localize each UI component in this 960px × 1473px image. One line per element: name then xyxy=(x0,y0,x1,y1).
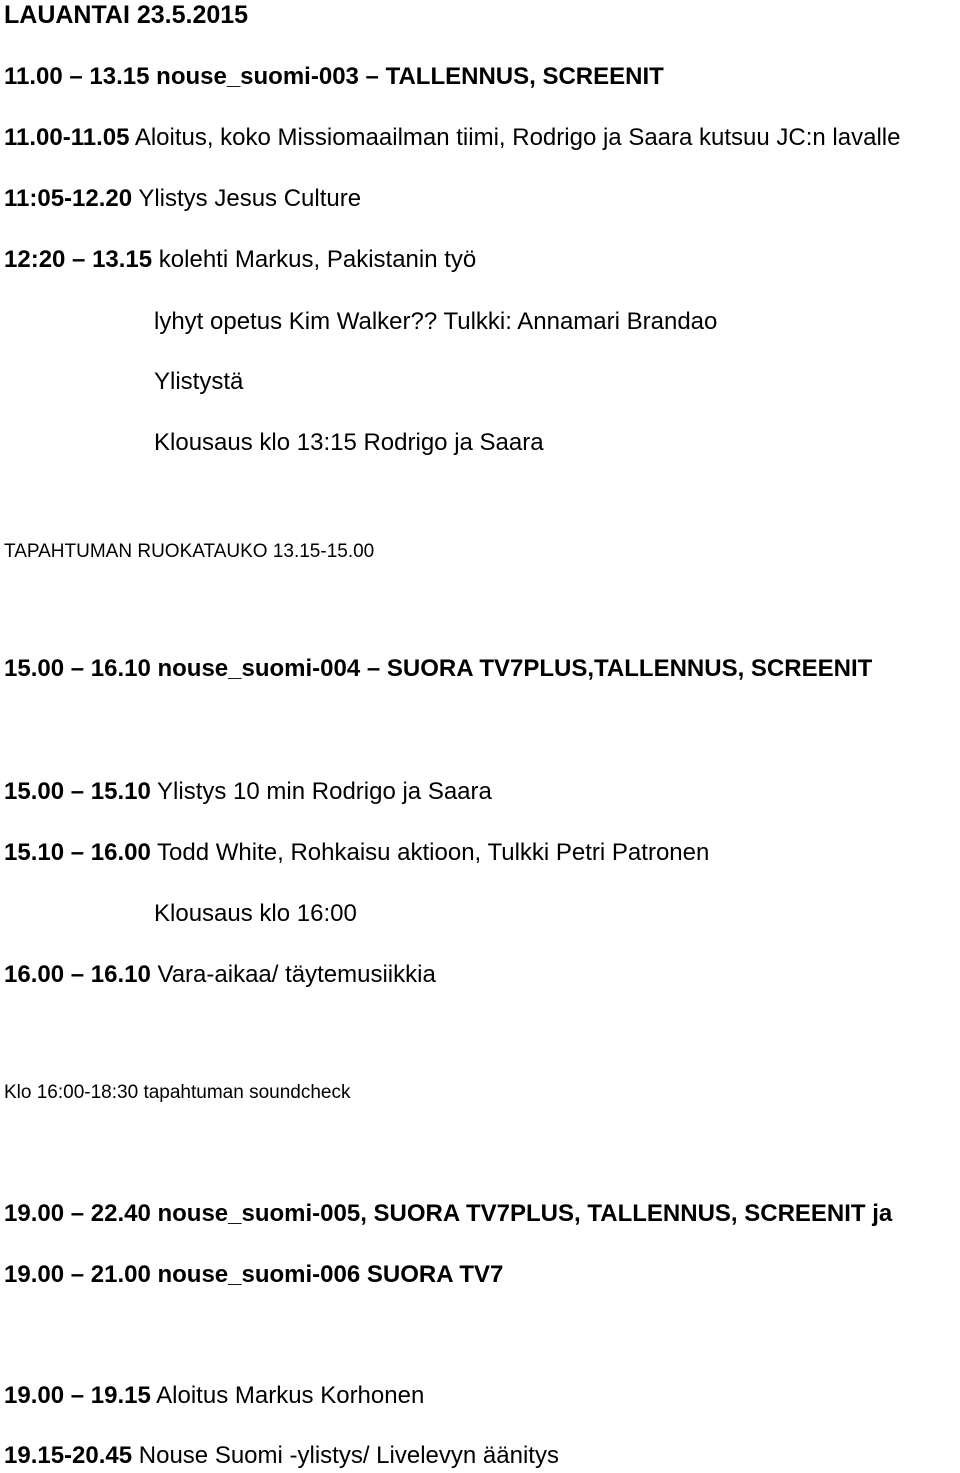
schedule-line-17 xyxy=(4,1381,424,1411)
schedule-line-9 xyxy=(4,654,872,684)
time: 19.00 – 22.40 xyxy=(4,1200,151,1227)
schedule-line-4 xyxy=(4,245,476,275)
schedule-line-7 xyxy=(154,428,544,458)
schedule-line-16 xyxy=(4,1260,503,1290)
text: Vara-aikaa/ täytemusiikkia xyxy=(150,961,436,988)
schedule-line-15 xyxy=(4,1199,892,1229)
schedule-line-10 xyxy=(4,777,492,807)
schedule-line-3 xyxy=(4,184,361,214)
text: Klousaus klo 16:00 xyxy=(154,900,357,927)
text: lyhyt opetus Kim Walker?? Tulkki: Annamari Brandao xyxy=(154,308,718,335)
schedule-line-6 xyxy=(154,367,243,397)
schedule-line-11 xyxy=(4,838,709,868)
time: 11.00-11.05 xyxy=(4,124,130,151)
time: 15.00 – 15.10 xyxy=(4,778,151,805)
text: nouse_suomi-004 – SUORA TV7PLUS,TALLENNUS, SCREENIT xyxy=(150,655,873,682)
text: Klo 16:00-18:30 tapahtuman soundcheck xyxy=(4,1082,351,1103)
text: nouse_suomi-006 SUORA TV7 xyxy=(150,1261,504,1288)
text: Ylistystä xyxy=(154,368,244,395)
schedule-line-13 xyxy=(4,960,436,990)
schedule-line-18 xyxy=(4,1441,559,1471)
text: TAPAHTUMAN RUOKATAUKO 13.15-15.00 xyxy=(4,541,375,562)
schedule-line-5 xyxy=(154,307,717,337)
text: Nouse Suomi -ylistys/ Livelevyn äänitys xyxy=(132,1442,559,1469)
soundcheck-note xyxy=(4,1080,350,1106)
time: 11:05-12.20 xyxy=(4,185,133,212)
page-title: LAUANTAI 23.5.2015 xyxy=(4,1,249,29)
time: 19.15-20.45 xyxy=(4,1442,133,1469)
text: nouse_suomi-005, SUORA TV7PLUS, TALLENNUS, SCREENIT ja xyxy=(150,1200,893,1227)
text: Aloitus, koko Missiomaailman tiimi, Rodrigo ja Saara kutsuu JC:n lavalle xyxy=(129,124,901,151)
text: kolehti Markus, Pakistanin työ xyxy=(152,246,477,273)
text: nouse_suomi-003 – TALLENNUS, SCREENIT xyxy=(149,63,664,90)
text: Aloitus Markus Korhonen xyxy=(150,1382,425,1409)
schedule-line-1 xyxy=(4,62,664,92)
time: 15.10 – 16.00 xyxy=(4,839,151,866)
time: 15.00 – 16.10 xyxy=(4,655,151,682)
lunch-break-note xyxy=(4,539,374,565)
time: 19.00 – 21.00 xyxy=(4,1261,151,1288)
time: 16.00 – 16.10 xyxy=(4,961,151,988)
schedule-line-12 xyxy=(154,899,357,929)
time: 11.00 – 13.15 xyxy=(4,63,150,90)
text: Ylistys 10 min Rodrigo ja Saara xyxy=(150,778,492,805)
time: 19.00 – 19.15 xyxy=(4,1382,151,1409)
text: Ylistys Jesus Culture xyxy=(132,185,362,212)
text: Todd White, Rohkaisu aktioon, Tulkki Petri Patronen xyxy=(150,839,710,866)
schedule-line-2 xyxy=(4,123,900,153)
time: 12:20 – 13.15 xyxy=(4,246,153,273)
text: Klousaus klo 13:15 Rodrigo ja Saara xyxy=(154,429,544,456)
